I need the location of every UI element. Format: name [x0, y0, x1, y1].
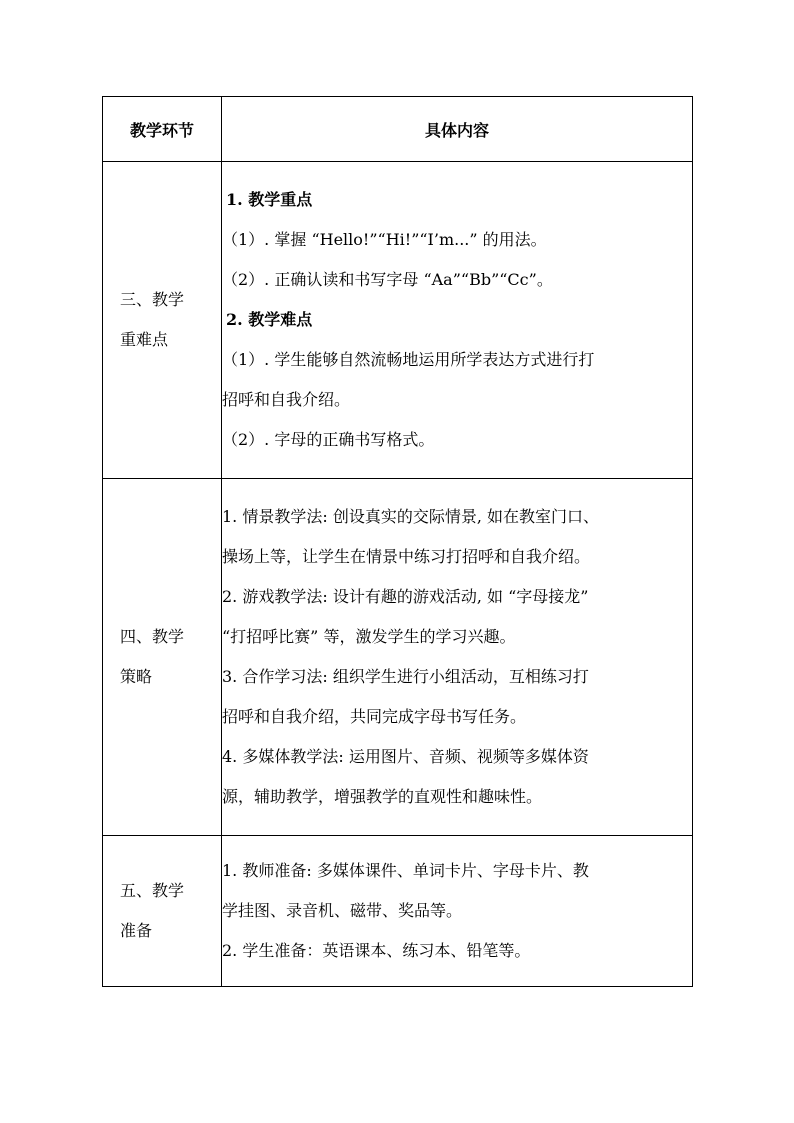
subheading-key-points: 1. 教学重点: [226, 190, 313, 209]
content-line: 源，辅助教学，增强教学的直观性和趣味性。: [222, 787, 543, 806]
row-label-line2: 重难点: [120, 330, 169, 349]
subheading-difficult-points: 2. 教学难点: [226, 310, 313, 329]
row-label: [103, 479, 222, 836]
content-line: 2. 游戏教学法: 设计有趣的游戏活动, 如 “字母接龙”: [222, 587, 589, 606]
content-line: 4. 多媒体教学法: 运用图片、音频、视频等多媒体资: [222, 747, 589, 766]
row-label-line2: 准备: [120, 921, 153, 940]
row-label-line2: 策略: [120, 667, 153, 686]
content-line: 1. 教师准备: 多媒体课件、单词卡片、字母卡片、教: [222, 861, 589, 880]
content-line: （2）. 正确认读和书写字母 “Aa”“Bb”“Cc”。: [222, 270, 553, 289]
row-label-line1: 三、教学: [120, 290, 185, 309]
content-line: （2）. 字母的正确书写格式。: [222, 430, 435, 449]
content-line: 学挂图、录音机、磁带、奖品等。: [222, 901, 463, 920]
content-line: 2. 学生准备：英语课本、练习本、铅笔等。: [222, 941, 531, 960]
header-teaching-stage: 教学环节: [103, 97, 222, 162]
content-line: “打招呼比赛” 等，激发学生的学习兴趣。: [222, 627, 516, 646]
row-content: [222, 162, 693, 479]
lesson-plan-table: [102, 96, 693, 987]
row-label-line1: 四、教学: [120, 627, 185, 646]
content-line: （1）. 掌握 “Hello!”“Hi!”“I’m...” 的用法。: [222, 230, 547, 249]
table-row-teaching-preparation: [103, 836, 693, 987]
row-content: [222, 479, 693, 836]
content-line: 招呼和自我介绍。: [222, 390, 351, 409]
table-row-teaching-strategy: [103, 479, 693, 836]
content-line: 3. 合作学习法: 组织学生进行小组活动，互相练习打: [222, 667, 589, 686]
content-line: 1. 情景教学法: 创设真实的交际情景, 如在教室门口、: [222, 507, 600, 526]
content-line: 操场上等，让学生在情景中练习打招呼和自我介绍。: [222, 547, 591, 566]
content-line: 招呼和自我介绍，共同完成字母书写任务。: [222, 707, 527, 726]
row-content: [222, 836, 693, 987]
table-header-row: [103, 97, 693, 162]
row-label-line1: 五、教学: [120, 881, 185, 900]
content-line: （1）. 学生能够自然流畅地运用所学表达方式进行打: [222, 350, 595, 369]
header-specific-content: 具体内容: [222, 97, 693, 162]
row-label: [103, 836, 222, 987]
table-row-key-difficult-points: [103, 162, 693, 479]
row-label: [103, 162, 222, 479]
